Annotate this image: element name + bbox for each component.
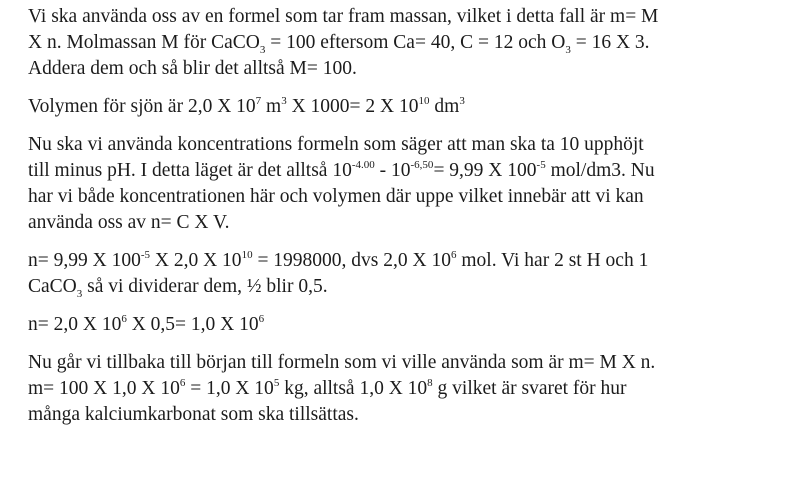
text-run: CaCO bbox=[28, 276, 77, 297]
text-run: Addera dem och så blir det alltså M= 100. bbox=[28, 58, 357, 79]
text-line bbox=[28, 402, 788, 428]
text-run: Volymen för sjön är 2,0 X 10 bbox=[28, 96, 256, 117]
superscript: 3 bbox=[459, 95, 465, 107]
superscript: -6,50 bbox=[410, 159, 434, 171]
superscript: 6 bbox=[121, 313, 127, 325]
text-line bbox=[28, 210, 788, 236]
superscript: 6 bbox=[450, 249, 457, 261]
superscript: 5 bbox=[273, 377, 280, 389]
text-run: Nu ska vi använda koncentrations formeln som säger att man ska ta 10 upphöjt bbox=[28, 134, 644, 155]
text-line bbox=[28, 350, 788, 376]
text-line bbox=[28, 4, 788, 30]
paragraph bbox=[28, 4, 788, 82]
text-run: X 1000= 2 X 10 bbox=[286, 96, 419, 117]
text-line bbox=[28, 158, 788, 184]
text-run: kg, alltså 1,0 X 10 bbox=[279, 378, 428, 399]
text-run: = 100 eftersom Ca= 40, C = 12 och O bbox=[265, 32, 566, 53]
subscript: 3 bbox=[565, 44, 571, 56]
paragraph bbox=[28, 312, 788, 338]
text-run: = 16 X 3. bbox=[570, 32, 650, 53]
text-run: X 2,0 X 10 bbox=[150, 250, 242, 271]
text-run: n= 9,99 X 100 bbox=[28, 250, 141, 271]
text-line bbox=[28, 56, 788, 82]
text-run: mol. Vi har 2 st H och 1 bbox=[456, 250, 649, 271]
text-line bbox=[28, 274, 788, 300]
superscript: -5 bbox=[536, 159, 546, 171]
text-run: Nu går vi tillbaka till början till formeln som vi ville använda som är m= M X n. bbox=[28, 352, 656, 373]
text-run: = 1,0 X 10 bbox=[185, 378, 274, 399]
text-line bbox=[28, 248, 788, 274]
text-line bbox=[28, 184, 788, 210]
text-run: många kalciumkarbonat som ska tillsättas. bbox=[28, 404, 359, 425]
text-run: X n. Molmassan M för CaCO bbox=[28, 32, 260, 53]
text-run: = 1998000, dvs 2,0 X 10 bbox=[252, 250, 451, 271]
paragraph bbox=[28, 350, 788, 428]
text-run: så vi dividerar dem, ½ blir 0,5. bbox=[82, 276, 328, 297]
text-run: använda oss av n= C X V. bbox=[28, 212, 230, 233]
paragraph bbox=[28, 132, 788, 236]
text-run: till minus pH. I detta läget är det alltså 10 bbox=[28, 160, 352, 181]
text-run: g vilket är svaret för hur bbox=[432, 378, 627, 399]
superscript: -4.00 bbox=[351, 159, 375, 171]
text-line bbox=[28, 94, 788, 120]
text-run: m= 100 X 1,0 X 10 bbox=[28, 378, 180, 399]
text-run: Vi ska använda oss av en formel som tar fram massan, vilket i detta fall är m= M bbox=[28, 6, 659, 27]
text-run: = 9,99 X 100 bbox=[433, 160, 537, 181]
superscript: 10 bbox=[418, 95, 430, 107]
text-run: m bbox=[261, 96, 282, 117]
superscript: 10 bbox=[241, 249, 253, 261]
text-run: dm bbox=[429, 96, 460, 117]
superscript: 6 bbox=[258, 313, 265, 325]
text-line bbox=[28, 376, 788, 402]
paragraph bbox=[28, 248, 788, 300]
text-run: har vi både koncentrationen här och volymen där uppe vilket innebär att vi kan bbox=[28, 186, 644, 207]
superscript: 8 bbox=[427, 377, 433, 389]
paragraph bbox=[28, 94, 788, 120]
superscript: 7 bbox=[255, 95, 262, 107]
superscript: 3 bbox=[281, 95, 287, 107]
text-run: - 10 bbox=[374, 160, 411, 181]
subscript: 3 bbox=[259, 44, 266, 56]
superscript: -5 bbox=[140, 249, 151, 261]
subscript: 3 bbox=[76, 288, 83, 300]
text-run: mol/dm3. Nu bbox=[545, 160, 655, 181]
document-body bbox=[28, 4, 788, 440]
text-run: n= 2,0 X 10 bbox=[28, 314, 122, 335]
text-line bbox=[28, 30, 788, 56]
text-line bbox=[28, 312, 788, 338]
text-run: X 0,5= 1,0 X 10 bbox=[126, 314, 259, 335]
text-line bbox=[28, 132, 788, 158]
superscript: 6 bbox=[179, 377, 186, 389]
